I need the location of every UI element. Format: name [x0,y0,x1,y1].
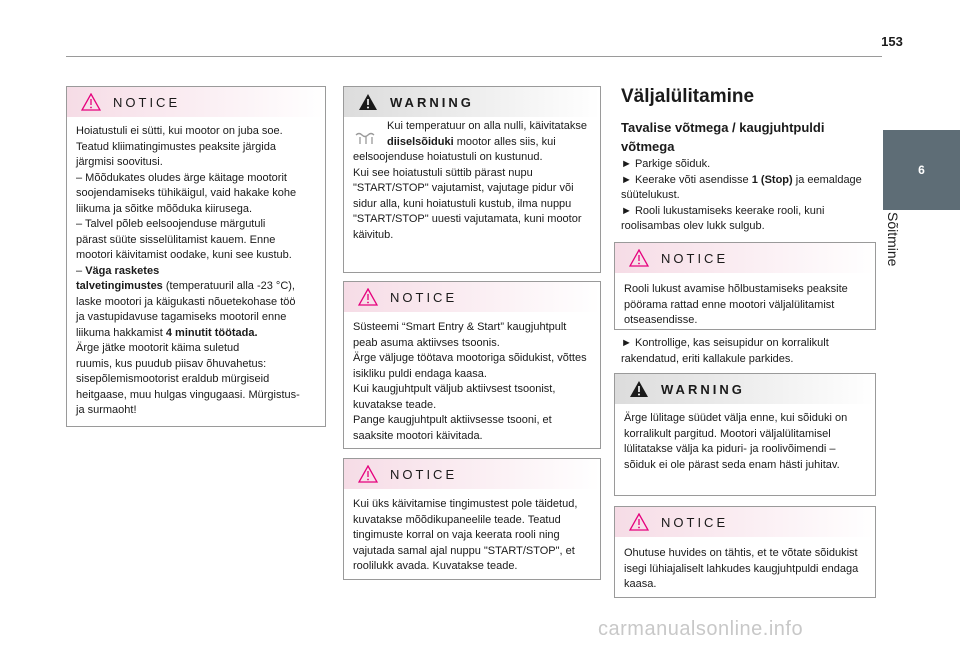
steps-block [621,157,877,235]
step-text: ► Keerake võti asendisse [621,173,752,186]
step-item: ► Kontrollige, kas seisupidur on korralikult rakendatud, eriti kallakule parkides. [621,337,829,365]
notice-body [615,273,875,329]
chapter-tab[interactable] [883,130,960,210]
notice-line: liikuma ja sõitke mõõduka kiirusega. [76,202,253,215]
glow-plug-icon [353,127,379,147]
notice-line: Ärge jätke mootorit käima suletud [76,342,240,354]
step-item: ► Parkige sõiduk. [621,158,711,170]
notice-body [344,489,600,575]
notice-line: liikuma hakkamist 4 minutit töötada. [76,326,258,339]
warning-text: Ärge lülitage süüdet välja enne, kui sõiduki on korralikult pargitud. Mootori väljalülitamisel lülitatakse välja ka piduri- ja roolivõimendi – sõiduk ei ole pärast seda enam hästi juhitav. [624,412,848,471]
step-parking-brake [621,336,877,367]
warning-triangle-filled-icon [358,93,378,111]
notice-header [615,507,875,537]
notice-body [344,312,600,444]
header-divider [66,56,882,57]
notice-line: ja vastupidavuse tagamiseks mootoril enne [76,311,287,323]
bold-text: 1 (Stop) [751,173,793,186]
section-title: Väljalülitamine [621,86,755,107]
notice-box-steering-lock [614,242,876,330]
notice-line: ruumis, kus puudub piisav õhuvahetus: [76,357,267,370]
notice-line: ja surmaoht! [76,404,137,416]
notice-title: NOTICE [113,95,181,110]
bold-text: Väga rasketes [85,264,160,277]
watermark: carmanualsonline.info [598,618,804,640]
warning-header [344,87,600,117]
notice-text: Rooli lukust avamise hõlbustamiseks peaksite pöörama rattad enne mootori väljalülitamist otseasendisse. [624,283,848,326]
warning-box-ignition [614,373,876,496]
notice-line: – Väga rasketes [76,264,160,277]
warning-box-diesel [343,86,601,273]
notice-title: NOTICE [390,290,458,305]
notice-line: – Mõõdukates oludes ärge käitage mootorit [76,171,287,184]
warning-triangle-icon [629,513,649,531]
step-text: ja eemaldage süütelukust. [621,173,862,201]
notice-line: sisepõlemismootorist eraldub mürgiseid [76,373,270,385]
warning-text: Kui see hoiatustuli süttib pärast nupu "START/STOP" vajutamist, vajutage pidur või sidur alla, kuni hoiatustuli kustub, ilma nuppu "START/STOP" uuesti vajutamata, kuni mootor käivitub. [353,166,582,241]
warning-header [615,374,875,404]
chapter-number: 6 [918,163,925,177]
warning-body [344,117,600,243]
notice-box-preheating [66,86,326,427]
warning-body [615,404,875,473]
warning-triangle-icon [358,465,378,483]
warning-triangle-filled-icon [629,380,649,398]
warning-title: WARNING [390,95,474,110]
step-item: ► Rooli lukustamiseks keerake rooli, kuni roolisambas olev lukk sulgub. [621,204,825,232]
step-item [621,173,877,204]
notice-line: laske mootori ja käigukasti nõuetekohase töö [76,295,296,308]
chapter-label: Sõitmine [885,212,901,267]
warning-text [353,119,592,166]
notice-line: järgmisi soovitusi. [76,156,163,168]
notice-title: NOTICE [661,515,729,530]
notice-text: Kui üks käivitamise tingimustest pole täidetud, kuvatakse mõõdikupaneelile teade. Teatud tingimuste korral on vaja keerata rooli ning vajutada samal ajal nuppu "START/STOP", et roolilukk avada. Kuvatakse teade. [353,498,578,572]
notice-title: NOTICE [661,251,729,266]
page-number: 153 [881,34,903,49]
notice-header [615,243,875,273]
notice-header [67,87,325,117]
notice-body [615,537,875,593]
notice-line: soojendamiseks tühikäigul, vaid hakake kohe [76,187,297,199]
chapter-label-container [883,212,919,332]
notice-line: Teatud kliimatingimustes peaksite järgida [76,140,276,153]
bold-text: 4 minutit töötada. [165,326,258,339]
notice-line: mootori käivitamist oodake, kuni see kustub. [76,249,292,261]
notice-box-start-conditions [343,458,601,580]
bold-text: talvetingimustes [76,280,163,292]
warning-triangle-icon [358,288,378,306]
notice-line: Ärge väljuge töötava mootoriga sõidukist, võttes isikliku puldi endaga kaasa. [353,352,587,380]
notice-box-smart-entry [343,281,601,449]
notice-body [67,117,325,419]
bold-text: diiselsõiduki [387,135,454,148]
notice-line: heitgaase, muu hulgas vingugaasi. Mürgistus- [76,388,300,401]
notice-text: Ohutuse huvides on tähtis, et te võtate sõidukist isegi lühiajaliselt lahkudes kaugjuhtpuldi endaga kaasa. [624,547,859,590]
notice-line: Hoiatustuli ei sütti, kui mootor on juba soe. [76,125,283,137]
warning-triangle-icon [629,249,649,267]
notice-box-safety [614,506,876,598]
notice-header [344,459,600,489]
notice-title: NOTICE [390,467,458,482]
notice-line: Süsteemi “Smart Entry & Start” kaugjuhtpult peab asuma aktiivses tsoonis. [353,321,567,349]
warning-title: WARNING [661,382,745,397]
section-subtitle: Tavalise võtmega / kaugjuhtpuldi võtmega [621,120,825,154]
notice-line: – Talvel põleb eelsoojenduse märgutuli [76,218,266,230]
notice-line: Kui kaugjuhtpult väljub aktiivsest tsoonist, kuvatakse teade. [353,383,556,411]
warning-text-part: Kui temperatuur on alla nulli, käivitatakse [387,120,587,132]
notice-line: talvetingimustes (temperatuuril alla -23 °C), [76,280,295,292]
warning-triangle-icon [81,93,101,111]
notice-line: Pange kaugjuhtpult aktiivsesse tsooni, et saaksite mootori käivitada. [353,414,552,442]
notice-header [344,282,600,312]
notice-line: pärast süüte sisselülitamist kauem. Enne [76,233,276,246]
warning-text-part: mootor alles siis, kui eelsoojenduse hoiatustuli on kustunud. [353,135,556,163]
